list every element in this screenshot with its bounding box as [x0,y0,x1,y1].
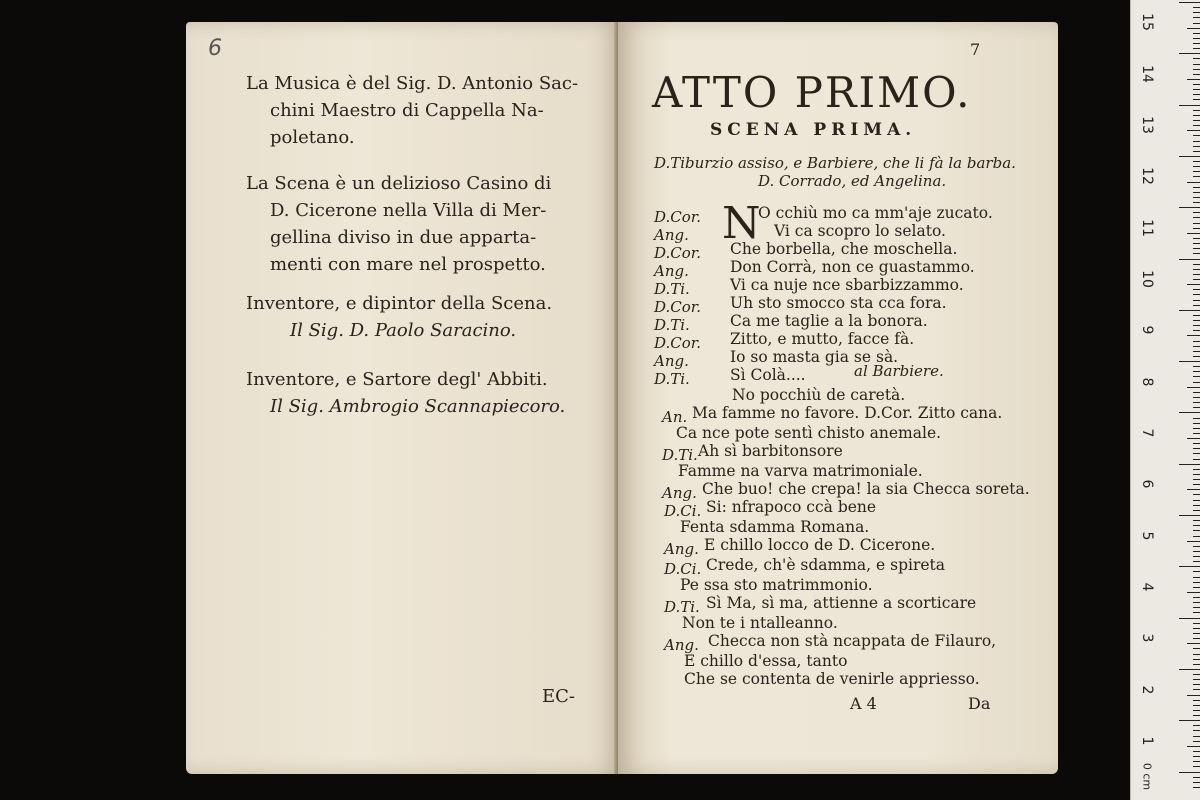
ruler-tick [1179,412,1200,413]
text-line: La Scena è un delizioso Casino di [246,173,552,194]
pencil-page-number: 6 [208,36,222,61]
ruler-tick [1193,392,1200,393]
ruler-tick [1193,217,1200,218]
text-line: D. Cicerone nella Villa di Mer- [270,200,547,221]
left-page [186,22,618,774]
ruler-tick [1193,751,1200,752]
ruler-tick [1193,443,1200,444]
ruler-tick [1179,720,1200,721]
ruler-tick [1179,669,1200,670]
ruler-tick [1179,310,1200,311]
ruler-tick [1193,730,1200,731]
ruler-tick [1193,469,1200,470]
ruler-tick [1187,233,1200,234]
speaker: D.Ti. [664,598,700,616]
text-line: La Musica è del Sig. D. Antonio Sac- [246,73,579,94]
text-line-italic: Il Sig. D. Paolo Saracino. [290,320,517,341]
ruler-tick [1193,705,1200,706]
ruler-tick [1193,64,1200,65]
speaker: D.Ci. [664,502,702,520]
dialogue-line: Sì Colà.... [730,366,806,384]
ruler-tick [1193,38,1200,39]
ruler-tick [1193,407,1200,408]
ruler-tick [1193,43,1200,44]
ruler-tick [1193,551,1200,552]
ruler-tick [1193,289,1200,290]
ruler-tick [1193,294,1200,295]
ruler-tick [1193,546,1200,547]
ruler-tick [1193,99,1200,100]
ruler-tick [1193,777,1200,778]
ruler-number: 8 [1139,377,1155,387]
ruler-tick [1193,761,1200,762]
ruler-tick [1193,674,1200,675]
ruler-tick [1193,648,1200,649]
ruler-tick [1193,376,1200,377]
dialogue-line: E chillo d'essa, tanto [684,652,848,670]
ruler-tick [1193,736,1200,737]
ruler-tick [1187,489,1200,490]
dialogue-line: Ca me taglie a la bonora. [730,312,928,330]
ruler-tick [1187,541,1200,542]
ruler-tick [1193,787,1200,788]
ruler-number: 11 [1139,219,1155,237]
speaker: D.Cor. [654,244,702,262]
scene-heading: SCENA PRIMA. [710,120,917,140]
ruler-tick [1193,341,1200,342]
ruler-tick [1193,315,1200,316]
ruler-tick [1193,171,1200,172]
ruler-tick [1193,638,1200,639]
ruler-tick [1193,94,1200,95]
ruler-tick [1193,505,1200,506]
ruler-tick [1179,259,1200,260]
dialogue-line: Sì Ma, sì ma, attienne a scorticare [706,594,977,612]
ruler-tick [1179,618,1200,619]
stage-direction: D.Tiburzio assiso, e Barbiere, che li fà la barba. [654,154,1016,172]
ruler-tick [1193,423,1200,424]
ruler-tick [1179,515,1200,516]
speaker: D.Ti. [654,316,690,334]
ruler-tick [1193,530,1200,531]
speaker: D.Ti. [662,446,698,464]
ruler-tick [1193,397,1200,398]
act-title: ATTO PRIMO. [652,68,972,117]
dialogue-line: E chillo locco de D. Cicerone. [704,536,936,554]
ruler-tick [1193,556,1200,557]
ruler-tick [1193,571,1200,572]
ruler-tick [1193,479,1200,480]
ruler-tick [1193,192,1200,193]
paragraph-scene [246,170,551,278]
ruler-tick [1193,187,1200,188]
ruler-tick [1193,679,1200,680]
ruler-tick [1193,582,1200,583]
ruler-tick [1193,197,1200,198]
ruler-tick [1193,253,1200,254]
ruler-number: 7 [1139,428,1155,438]
dialogue-line: Ah sì barbitonsore [698,442,843,460]
page-number: 7 [970,40,981,59]
ruler-tick [1193,741,1200,742]
speaker: An. [662,408,688,426]
ruler-tick [1193,228,1200,229]
dialogue-line: Non te i ntalleanno. [682,614,838,632]
speaker: Ang. [654,352,689,370]
ruler-tick [1187,592,1200,593]
ruler-tick [1193,356,1200,357]
ruler-tick [1193,684,1200,685]
ruler-tick [1193,418,1200,419]
ruler-tick [1193,494,1200,495]
dialogue-line: Pe ssa sto matrimmonio. [680,576,873,594]
ruler-tick [1193,536,1200,537]
ruler-tick [1193,110,1200,111]
ruler-number: 9 [1139,325,1155,335]
ruler-tick [1187,695,1200,696]
ruler-tick [1193,89,1200,90]
ruler-number: 6 [1139,479,1155,489]
ruler-tick [1193,597,1200,598]
ruler-tick [1193,623,1200,624]
dialogue-line: Che se contenta de venirle appriesso. [684,670,980,688]
ruler-tick [1193,320,1200,321]
ruler-tick [1193,633,1200,634]
ruler-tick [1193,33,1200,34]
ruler-tick [1193,248,1200,249]
speaker: D.Ti. [654,370,690,388]
ruler-tick [1187,387,1200,388]
ruler-tick [1193,766,1200,767]
speaker: D.Cor. [654,298,702,316]
dialogue-line: Ca nce pote sentì chisto anemale. [676,424,942,442]
ruler-number: 13 [1139,116,1155,134]
ruler-tick [1193,474,1200,475]
ruler-tick [1193,120,1200,121]
ruler-tick [1193,500,1200,501]
ruler-tick [1179,105,1200,106]
ruler-tick [1193,433,1200,434]
ruler-tick [1193,510,1200,511]
ruler-tick [1193,279,1200,280]
paragraph-costume-designer [246,366,565,420]
speaker: Ang. [664,540,699,558]
dialogue-line: Fenta sdamma Romana. [680,518,870,536]
ruler-tick [1179,772,1200,773]
dialogue-line: Che buo! che crepa! la sia Checca soreta. [702,480,1030,498]
drop-cap: N [722,198,761,249]
ruler-tick [1193,587,1200,588]
ruler-tick [1193,238,1200,239]
ruler-number: 15 [1139,13,1155,31]
speaker: D.Ci. [664,560,702,578]
ruler-number: 5 [1139,531,1155,541]
dialogue-line: Uh sto smocco sta cca fora. [730,294,947,312]
ruler-tick [1193,17,1200,18]
ruler-tick [1193,725,1200,726]
ruler-tick [1179,53,1200,54]
ruler-tick [1193,23,1200,24]
ruler-number: 10 [1139,270,1155,288]
ruler-tick [1193,607,1200,608]
text-line: Inventore, e dipintor della Scena. [246,293,553,314]
ruler-tick [1193,269,1200,270]
ruler-tick [1193,689,1200,690]
ruler-number: 2 [1139,685,1155,695]
dialogue-line: Checca non stà ncappata de Filauro, [708,632,997,650]
speaker: Ang. [654,262,689,280]
ruler-number: 4 [1139,582,1155,592]
ruler-tick [1193,453,1200,454]
ruler-tick [1193,448,1200,449]
dialogue-line: Vi ca nuje nce sbarbizzammo. [730,276,964,294]
ruler-tick [1193,782,1200,783]
ruler-number: 1 [1139,736,1155,746]
ruler-tick [1193,351,1200,352]
ruler-tick [1193,710,1200,711]
speaker: Ang. [662,484,697,502]
dialogue-line: No pocchiù de caretà. [732,386,906,404]
text-line: poletano. [270,127,355,148]
ruler-tick [1193,125,1200,126]
aside-direction: al Barbiere. [854,362,944,380]
dialogue-line: Che borbella, che moschella. [730,240,958,258]
ruler-tick [1179,464,1200,465]
ruler-tick [1187,182,1200,183]
ruler-tick [1187,438,1200,439]
ruler-tick [1193,243,1200,244]
ruler-tick [1193,700,1200,701]
dialogue-line: Famme na varva matrimoniale. [678,462,923,480]
ruler-tick [1193,146,1200,147]
catchword: Da [968,694,991,713]
dialogue-line: Vi ca scopro lo selato. [774,222,946,240]
speaker: D.Cor. [654,334,702,352]
ruler-tick [1193,74,1200,75]
dialogue-line: O cchiù mo ca mm'aje zucato. [758,204,993,222]
ruler-tick [1193,48,1200,49]
ruler-tick [1193,654,1200,655]
ruler-tick [1193,166,1200,167]
ruler-tick [1193,484,1200,485]
speaker: Ang. [654,226,689,244]
text-line: Inventore, e Sartore degl' Abbiti. [246,369,548,390]
speaker: D.Ti. [654,280,690,298]
ruler-tick [1193,7,1200,8]
ruler-tick [1193,577,1200,578]
ruler-tick [1193,161,1200,162]
stage-direction: D. Corrado, ed Angelina. [758,172,947,190]
text-line-italic: Il Sig. Ambrogio Scannapiecoro. [270,396,566,417]
ruler-tick [1193,135,1200,136]
ruler-tick [1179,207,1200,208]
dialogue-line: Io so masta gia se sà. [730,348,899,366]
ruler-tick [1193,659,1200,660]
ruler-tick [1193,715,1200,716]
ruler-tick [1193,459,1200,460]
ruler-tick [1193,520,1200,521]
ruler-tick [1193,346,1200,347]
ruler-number: 12 [1139,167,1155,185]
ruler-tick [1187,284,1200,285]
ruler-tick [1187,746,1200,747]
ruler-tick [1193,305,1200,306]
ruler-tick [1187,335,1200,336]
ruler-number: 14 [1139,65,1155,83]
ruler-tick [1187,79,1200,80]
text-line: gellina diviso in due apparta- [270,227,537,248]
ruler-tick [1193,202,1200,203]
paragraph-set-designer [246,290,552,344]
ruler-tick [1193,223,1200,224]
dialogue-line: Si: nfrapoco ccà bene [706,498,877,516]
ruler-tick [1193,264,1200,265]
ruler-tick [1179,566,1200,567]
ruler-tick [1187,130,1200,131]
right-page [618,22,1058,774]
measuring-ruler [1130,0,1200,800]
speaker: Ang. [664,636,699,654]
ruler-tick [1179,361,1200,362]
ruler-tick [1193,561,1200,562]
ruler-tick [1193,525,1200,526]
dialogue-line: Ma famme no favore. D.Cor. Zitto cana. [692,404,1003,422]
speaker: D.Cor. [654,208,702,226]
dialogue-line: Don Corrà, non ce guastammo. [730,258,975,276]
ruler-tick [1193,330,1200,331]
catchword: EC- [542,686,575,707]
ruler-tick [1179,156,1200,157]
ruler-number: 3 [1139,633,1155,643]
ruler-tick [1193,602,1200,603]
paragraph-music [246,70,578,151]
ruler-tick [1193,664,1200,665]
ruler-tick [1193,58,1200,59]
dialogue-line: Crede, ch'è sdamma, e spireta [706,556,946,574]
ruler-tick [1193,115,1200,116]
ruler-tick [1193,428,1200,429]
ruler-tick [1193,300,1200,301]
ruler-tick [1187,643,1200,644]
ruler-unit-label: 0 cm [1140,762,1154,791]
ruler-tick [1193,84,1200,85]
ruler-tick [1179,2,1200,3]
ruler-tick [1193,612,1200,613]
ruler-tick [1193,325,1200,326]
ruler-tick [1193,382,1200,383]
ruler-tick [1193,402,1200,403]
ruler-tick [1193,274,1200,275]
ruler-tick [1187,28,1200,29]
ruler-tick [1193,212,1200,213]
dialogue-line: Zitto, e mutto, facce fà. [730,330,915,348]
signature-mark: A 4 [850,694,877,713]
ruler-tick [1193,151,1200,152]
ruler-tick [1193,371,1200,372]
ruler-tick [1193,141,1200,142]
ruler-tick [1193,756,1200,757]
ruler-tick [1193,69,1200,70]
ruler-tick [1193,176,1200,177]
text-line: menti con mare nel prospetto. [270,254,546,275]
ruler-tick [1193,366,1200,367]
ruler-tick [1193,12,1200,13]
ruler-tick [1193,628,1200,629]
text-line: chini Maestro di Cappella Na- [270,100,544,121]
